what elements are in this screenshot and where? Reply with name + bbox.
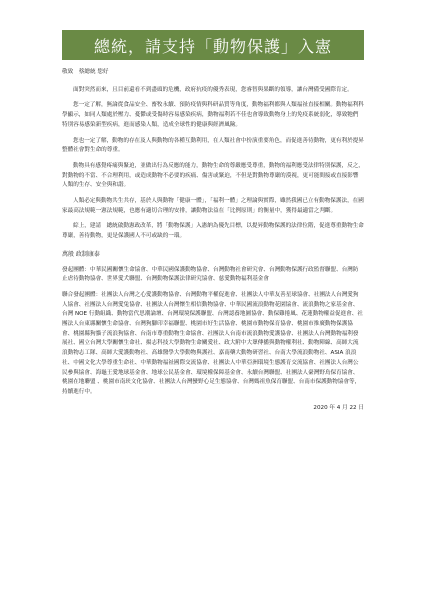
initiating-organizations: 發起團體：中華民國關懷生命協會、中華民國保護動物協會、台灣動物社會研究會、台灣動物保護行政監督聯盟、台灣防止虐待動物協會、世界愛犬聯盟、台灣動物保護法律研究協會、慈愛動物福利基金會	[62, 266, 359, 283]
salutation: 敬致 蔡總統 您好	[62, 69, 109, 75]
page-title: 總統，請支持「動物保護」入憲	[93, 36, 332, 56]
cosigning-organizations: 聯合發起團體：社團法人台灣之心愛護動物協會、台灣動物平權促進會、社團法人中華友善星球協會、社團法人台灣愛狗人協會、社團法人台灣愛兔協會、社團法人台灣懷生相信動物協會、中華民國流浪動物花園協會、流浪動物之家基金會、台灣 NOE 行動組織、動物當代思潮論壇、台灣環境保護聯盟、台灣認養地圖協會、動保雞捲風、花蓮動物權益促進會、社團法人台東縣關懷生命協會、台灣狗腳印幸福聯盟、桃園市好生活協會、桃園市動物保育協會、桃園市推廣動物保護協會、桃園縣狗貓子流浪狗協會、台南市尊重動物生命協會、社團法人台南市流浪動物愛護協會、社團法人台灣動物福利發展社、國立台灣大學關懷生命社、揚志科技大學動物生命關愛社、政大附中大眾傳播與動物權利社、動物陣線、高師大流浪動物志工隊、高師大愛護動物社、高雄醫學大學動物與護社、嘉南藥大動物研習社、台南大學流浪動物社、ASIA 浪浪社、中國文化大學尊重生命社、中華動物福祉國際交流協會、社團法人中華亞洲環境生態護育交流協會、社團法人台灣公民參與協會、海龜王愛地球基金會、地球公民基金會、環境權保障基金會、永續台灣聯盟、社團法人臺灣野鳥保育協會、桃園在地聯盟 、桃園市南崁文化協會、社團法人台灣蠻野心足生態協會、台灣媽祖魚保育聯盟、台南市保護動物協會等，持續進行中。	[62, 291, 363, 395]
closing-wishes: 萬般 政制康泰	[62, 250, 100, 258]
paragraph-5: 人類必定與動物共生共存，基於人與動物「健康一體」，「福利一體」之理論與實際，雖然我國已立有動物保護法，在國家最高法規範一憲法規範，也應有適切合理的安排，讓動物法益在「比例原則」的衡量中，獲得最適當之判斷。	[62, 198, 364, 214]
page-title-banner	[62, 30, 364, 60]
petition-body	[62, 68, 364, 419]
paragraph-4: 動物具有感覺疼痛與緊迫，並做出行為反應的能力，動物生命的尊嚴應受尊重，動物的福利應受法律特別保護，反之，對動物的不當、不合理利用，或造成動物不必要的疾痛、傷害或緊迫，不但是對動物尊嚴的漠視，更可能間接或直接影響人類的生存、安全與和諧。	[62, 162, 364, 189]
paragraph-1: 面對突然而來，且目前還看不到盡頭的危機，政府抗疫的優秀表現，您睿智與果斷的領導，讓台灣備受國際肯定。	[73, 86, 353, 93]
paragraph-2: 您一定了解，無論從食品安全、畜牧永續、預防疫情與科研品質等角度，動物福利都與人類福祉直接相關。動物福利科學顯示，如同人類處於壓力、憂鬱或受傷時容易感染疾病，動物福利若不佳也會導致動物身上的免疫系統弱化，導致牠們特別容易感染新型疾病，進而感染人類，造成全球性的健康與經濟風險。	[62, 102, 364, 128]
paragraph-3: 您也一定了解，動物的存在及人與動物的各種互動利用，在人類社會中扮演重要角色，而促進善待動物，更有利於提昇整體社會對生命的尊重。	[62, 137, 364, 154]
paragraph-6: 綜上，建請 總統啟動憲政改革，將「動物保護」入憲納為優先目標，以提昇動物保護的法律位階，促進尊重動物生命尊嚴，善待動物，更是保護國人不可或缺的一環。	[62, 223, 364, 240]
document-date: 2020 年 4 月 22 日	[313, 404, 364, 411]
